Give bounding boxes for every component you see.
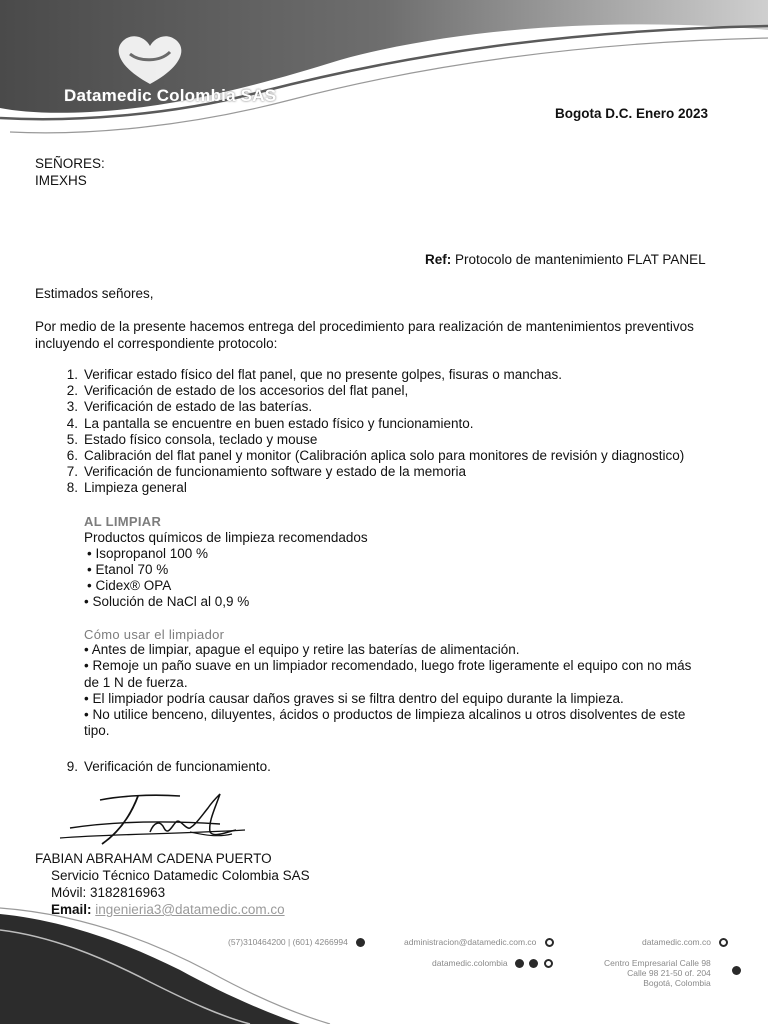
protocol-item-final xyxy=(62,759,271,774)
company-logo-text: Datamedic Colombia SAS xyxy=(64,86,277,105)
item-text: Verificación de funcionamiento software y estado de la memoria xyxy=(84,464,466,480)
email-icon xyxy=(545,938,554,947)
signer-phone-line xyxy=(51,884,310,901)
reference-line xyxy=(425,252,706,269)
item-text: Verificación de estado de las baterías. xyxy=(84,399,313,415)
salutation: SEÑORES: xyxy=(35,156,105,171)
item-text: Verificar estado físico del flat panel, que no presente golpes, fisuras o manchas. xyxy=(84,367,563,382)
howto-line: • No utilice benceno, diluyentes, ácidos o productos de limpieza alcalinos u otros disolventes de este xyxy=(84,707,686,723)
email-label: Email: xyxy=(51,902,92,917)
howto-line: tipo. xyxy=(84,723,110,739)
email-link[interactable]: ingenieria3@datamedic.com.co xyxy=(95,902,285,917)
address-line: Bogotá, Colombia xyxy=(643,978,711,988)
howto-line: • El limpiador podría causar daños graves si se filtra dentro del equipo durante la limpieza. xyxy=(84,690,624,706)
cleaning-heading: AL LIMPIAR xyxy=(84,514,162,529)
reference-text: Protocolo de mantenimiento FLAT PANEL xyxy=(455,252,706,267)
footer-phones xyxy=(228,937,365,947)
product-item: • Isopropanol 100 % xyxy=(87,546,209,561)
reference-label: Ref: xyxy=(425,252,452,267)
facebook-icon xyxy=(515,959,524,968)
item-text: Calibración del flat panel y monitor (Calibración aplica solo para monitores de revisión y diagnostico) xyxy=(84,448,685,464)
footer-social xyxy=(432,958,553,968)
globe-icon xyxy=(719,938,728,947)
footer-admin-email xyxy=(404,937,554,947)
signer-name: FABIAN ABRAHAM CADENA PUERTO xyxy=(35,851,272,866)
address-line: Calle 98 21-50 of. 204 xyxy=(627,968,711,978)
product-item: • Cidex® OPA xyxy=(87,578,172,593)
phone-label: Móvil: xyxy=(51,885,87,900)
protocol-item xyxy=(62,464,684,480)
letterhead-banner xyxy=(0,0,768,150)
item-text: Verificación de funcionamiento. xyxy=(84,759,271,774)
protocol-item xyxy=(62,416,684,432)
signer-role: Servicio Técnico Datamedic Colombia SAS xyxy=(51,868,310,883)
protocol-item xyxy=(62,448,684,464)
howto-line: de 1 N de fuerza. xyxy=(84,674,188,690)
handwritten-signature xyxy=(40,782,270,854)
intro-line: Por medio de la presente hacemos entrega del procedimiento para realización de mantenimientos preventivos xyxy=(35,319,694,334)
item-number: 3. xyxy=(66,399,78,415)
item-number: 9. xyxy=(66,759,78,774)
phone-value: 3182816963 xyxy=(90,885,166,900)
item-text: Verificación de estado de los accesorios del flat panel, xyxy=(84,383,409,399)
howto-line: • Remoje un paño suave en un limpiador recomendado, luego frote ligeramente el equipo con no más xyxy=(84,658,692,674)
footer-website xyxy=(642,937,728,947)
cleaning-subtitle: Productos químicos de limpieza recomendados xyxy=(84,530,368,545)
greeting: Estimados señores, xyxy=(35,286,154,301)
item-number: 6. xyxy=(66,448,78,464)
item-number: 4. xyxy=(66,415,78,431)
footer-address xyxy=(604,958,711,988)
item-number: 7. xyxy=(66,464,78,480)
location-pin-icon xyxy=(732,966,741,975)
product-item: • Solución de NaCl al 0,9 % xyxy=(84,594,250,609)
instagram-icon xyxy=(529,959,538,968)
linkedin-icon xyxy=(544,959,553,968)
intro-line: incluyendo el correspondiente protocolo: xyxy=(35,335,278,351)
cleaning-products xyxy=(84,530,368,610)
item-text: Estado físico consola, teclado y mouse xyxy=(84,431,318,447)
intro-paragraph xyxy=(35,319,694,352)
letter-date: Bogota D.C. Enero 2023 xyxy=(555,106,709,121)
phones-text: (57)310464200 | (601) 4266994 xyxy=(228,937,348,947)
item-number: 5. xyxy=(66,431,78,447)
address-line: Centro Empresarial Calle 98 xyxy=(604,958,711,968)
item-text: Limpieza general xyxy=(84,480,187,496)
protocol-list xyxy=(62,367,684,497)
howto-heading: Cómo usar el limpiador xyxy=(84,627,225,642)
item-number: 2. xyxy=(66,383,78,399)
item-number: 8. xyxy=(66,480,78,496)
protocol-item xyxy=(62,480,684,496)
item-number: 1. xyxy=(66,367,78,382)
item-text: La pantalla se encuentre en buen estado físico y funcionamiento. xyxy=(84,415,474,431)
protocol-item xyxy=(62,399,684,415)
whatsapp-icon xyxy=(356,938,365,947)
protocol-item xyxy=(62,383,684,399)
social-handle-text: datamedic.colombia xyxy=(432,958,508,968)
protocol-item xyxy=(62,432,684,448)
recipient-company: IMEXHS xyxy=(35,172,87,188)
protocol-item xyxy=(62,367,684,383)
howto-line: • Antes de limpiar, apague el equipo y retire las baterías de alimentación. xyxy=(84,642,520,657)
product-item: • Etanol 70 % xyxy=(87,562,169,577)
howto-instructions xyxy=(84,642,691,740)
recipient-block xyxy=(35,156,105,189)
website-text: datamedic.com.co xyxy=(642,937,711,947)
admin-email-text: administracion@datamedic.com.co xyxy=(404,937,537,947)
